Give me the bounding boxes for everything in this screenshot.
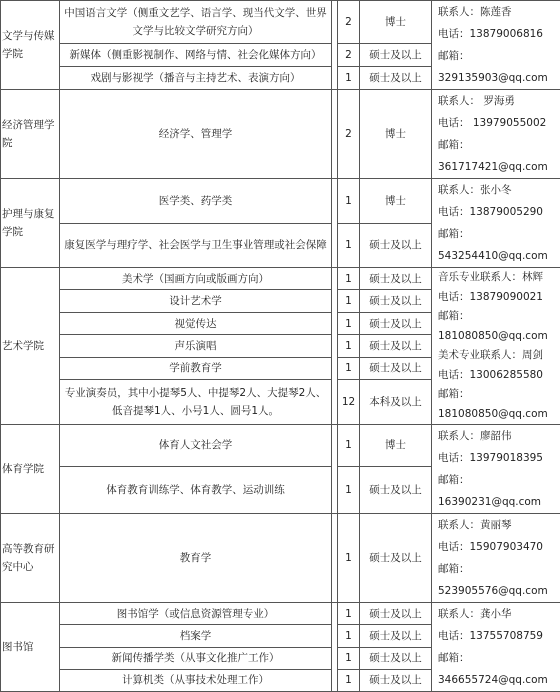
degree-cell: 博士 xyxy=(360,179,432,224)
count-cell: 1 xyxy=(338,466,360,513)
contact-line: 电话：13755708759 xyxy=(438,625,557,647)
contact-cell xyxy=(432,179,560,268)
major-cell: 声乐演唱 xyxy=(60,335,332,357)
count-cell: 1 xyxy=(338,357,360,379)
degree-cell: 硕士及以上 xyxy=(360,625,432,647)
contact-line: 邮箱：181080850@qq.com xyxy=(438,385,557,424)
degree-cell: 硕士及以上 xyxy=(360,335,432,357)
contact-line: 联系人：陈莲香 xyxy=(438,1,557,23)
count-cell: 1 xyxy=(338,179,360,224)
major-cell: 体育人文社会学 xyxy=(60,425,332,467)
count-cell: 2 xyxy=(338,1,360,44)
table-row xyxy=(1,268,560,290)
degree-cell: 硕士及以上 xyxy=(360,290,432,312)
major-cell: 医学类、药学类 xyxy=(60,179,332,224)
table-row xyxy=(1,179,560,224)
major-cell: 教育学 xyxy=(60,514,332,603)
contact-line: 邮箱： xyxy=(438,134,557,156)
contact-line: 音乐专业联系人：林辉 xyxy=(438,268,557,288)
degree-cell: 博士 xyxy=(360,425,432,467)
degree-cell: 博士 xyxy=(360,1,432,44)
count-cell: 1 xyxy=(338,625,360,647)
table-row xyxy=(1,514,560,603)
contact-cell xyxy=(432,603,560,692)
major-cell: 体育教育训练学、体育教学、运动训练 xyxy=(60,466,332,513)
contact-cell xyxy=(432,268,560,425)
degree-cell: 硕士及以上 xyxy=(360,357,432,379)
contact-line: 电话：13879006816 xyxy=(438,23,557,45)
major-cell: 康复医学与理疗学、社会医学与卫生事业管理或社会保障 xyxy=(60,223,332,268)
major-cell: 新闻传播学类（从事文化推广工作） xyxy=(60,647,332,669)
contact-line: 电话：13879090021 xyxy=(438,288,557,308)
table-row xyxy=(1,90,560,179)
contact-line: 联系人：廖韶伟 xyxy=(438,425,557,447)
college-cell: 经济管理学院 xyxy=(1,90,60,179)
count-cell: 2 xyxy=(338,44,360,67)
contact-line: 电话： 13979055002 xyxy=(438,112,557,134)
count-cell: 1 xyxy=(338,514,360,603)
contact-line: 邮箱：16390231@qq.com xyxy=(438,469,557,513)
degree-cell: 硕士及以上 xyxy=(360,268,432,290)
contact-line: 联系人：黄丽琴 xyxy=(438,514,557,536)
college-cell: 高等教育研究中心 xyxy=(1,514,60,603)
major-cell: 计算机类（从事技术处理工作） xyxy=(60,669,332,691)
count-cell: 1 xyxy=(338,603,360,625)
count-cell: 1 xyxy=(338,67,360,90)
major-cell: 经济学、管理学 xyxy=(60,90,332,179)
contact-line: 邮箱：543254410@qq.com xyxy=(438,223,557,267)
contact-cell xyxy=(432,90,560,179)
degree-cell: 硕士及以上 xyxy=(360,603,432,625)
contact-line: 联系人：张小冬 xyxy=(438,179,557,201)
count-cell: 1 xyxy=(338,669,360,691)
contact-line: 邮箱：346655724@qq.com xyxy=(438,647,557,691)
major-cell: 图书馆学（或信息资源管理专业） xyxy=(60,603,332,625)
degree-cell: 硕士及以上 xyxy=(360,312,432,334)
contact-line: 电话：13006285580 xyxy=(438,366,557,386)
contact-cell xyxy=(432,514,560,603)
college-cell: 图书馆 xyxy=(1,603,60,692)
contact-line: 联系人： 罗海勇 xyxy=(438,90,557,112)
major-cell: 中国语言文学（侧重文艺学、语言学、现当代文学、世界文学与比较文学研究方向） xyxy=(60,1,332,44)
college-cell: 体育学院 xyxy=(1,425,60,514)
degree-cell: 硕士及以上 xyxy=(360,514,432,603)
college-cell: 文学与传媒学院 xyxy=(1,1,60,90)
count-cell: 1 xyxy=(338,312,360,334)
contact-line: 电话：15907903470 xyxy=(438,536,557,558)
major-cell: 设计艺术学 xyxy=(60,290,332,312)
count-cell: 1 xyxy=(338,268,360,290)
contact-line: 361717421@qq.com xyxy=(438,156,557,178)
contact-cell xyxy=(432,1,560,90)
major-cell: 档案学 xyxy=(60,625,332,647)
contact-line: 电话：13979018395 xyxy=(438,447,557,469)
degree-cell: 博士 xyxy=(360,90,432,179)
college-cell: 护理与康复学院 xyxy=(1,179,60,268)
count-cell: 1 xyxy=(338,425,360,467)
contact-line: 邮箱： xyxy=(438,307,557,327)
table-row xyxy=(1,603,560,625)
degree-cell: 硕士及以上 xyxy=(360,466,432,513)
table-row xyxy=(1,1,560,44)
major-cell: 戏剧与影视学（播音与主持艺术、表演方向） xyxy=(60,67,332,90)
count-cell: 12 xyxy=(338,380,360,425)
degree-cell: 本科及以上 xyxy=(360,380,432,425)
major-cell: 新媒体（侧重影视制作、网络与情、社会化媒体方向） xyxy=(60,44,332,67)
count-cell: 1 xyxy=(338,335,360,357)
degree-cell: 硕士及以上 xyxy=(360,669,432,691)
degree-cell: 硕士及以上 xyxy=(360,647,432,669)
contact-cell xyxy=(432,425,560,514)
degree-cell: 硕士及以上 xyxy=(360,44,432,67)
contact-line: 电话：13879005290 xyxy=(438,201,557,223)
count-cell: 1 xyxy=(338,290,360,312)
contact-line: 邮箱：523905576@qq.com xyxy=(438,558,557,602)
major-cell: 学前教育学 xyxy=(60,357,332,379)
degree-cell: 硕士及以上 xyxy=(360,67,432,90)
college-cell: 艺术学院 xyxy=(1,268,60,425)
major-cell: 视觉传达 xyxy=(60,312,332,334)
major-cell: 美术学（国画方向或版画方向） xyxy=(60,268,332,290)
contact-line: 联系人：龚小华 xyxy=(438,603,557,625)
contact-line: 邮箱：329135903@qq.com xyxy=(438,45,557,89)
contact-line: 181080850@qq.com xyxy=(438,327,557,347)
degree-cell: 硕士及以上 xyxy=(360,223,432,268)
table-row xyxy=(1,425,560,467)
count-cell: 1 xyxy=(338,647,360,669)
count-cell: 1 xyxy=(338,223,360,268)
count-cell: 2 xyxy=(338,90,360,179)
major-cell: 专业演奏员，其中小提琴5人、中提琴2人、大提琴2人、低音提琴1人、小号1人、圆号1人。 xyxy=(60,380,332,425)
contact-line: 美术专业联系人：周剑 xyxy=(438,346,557,366)
